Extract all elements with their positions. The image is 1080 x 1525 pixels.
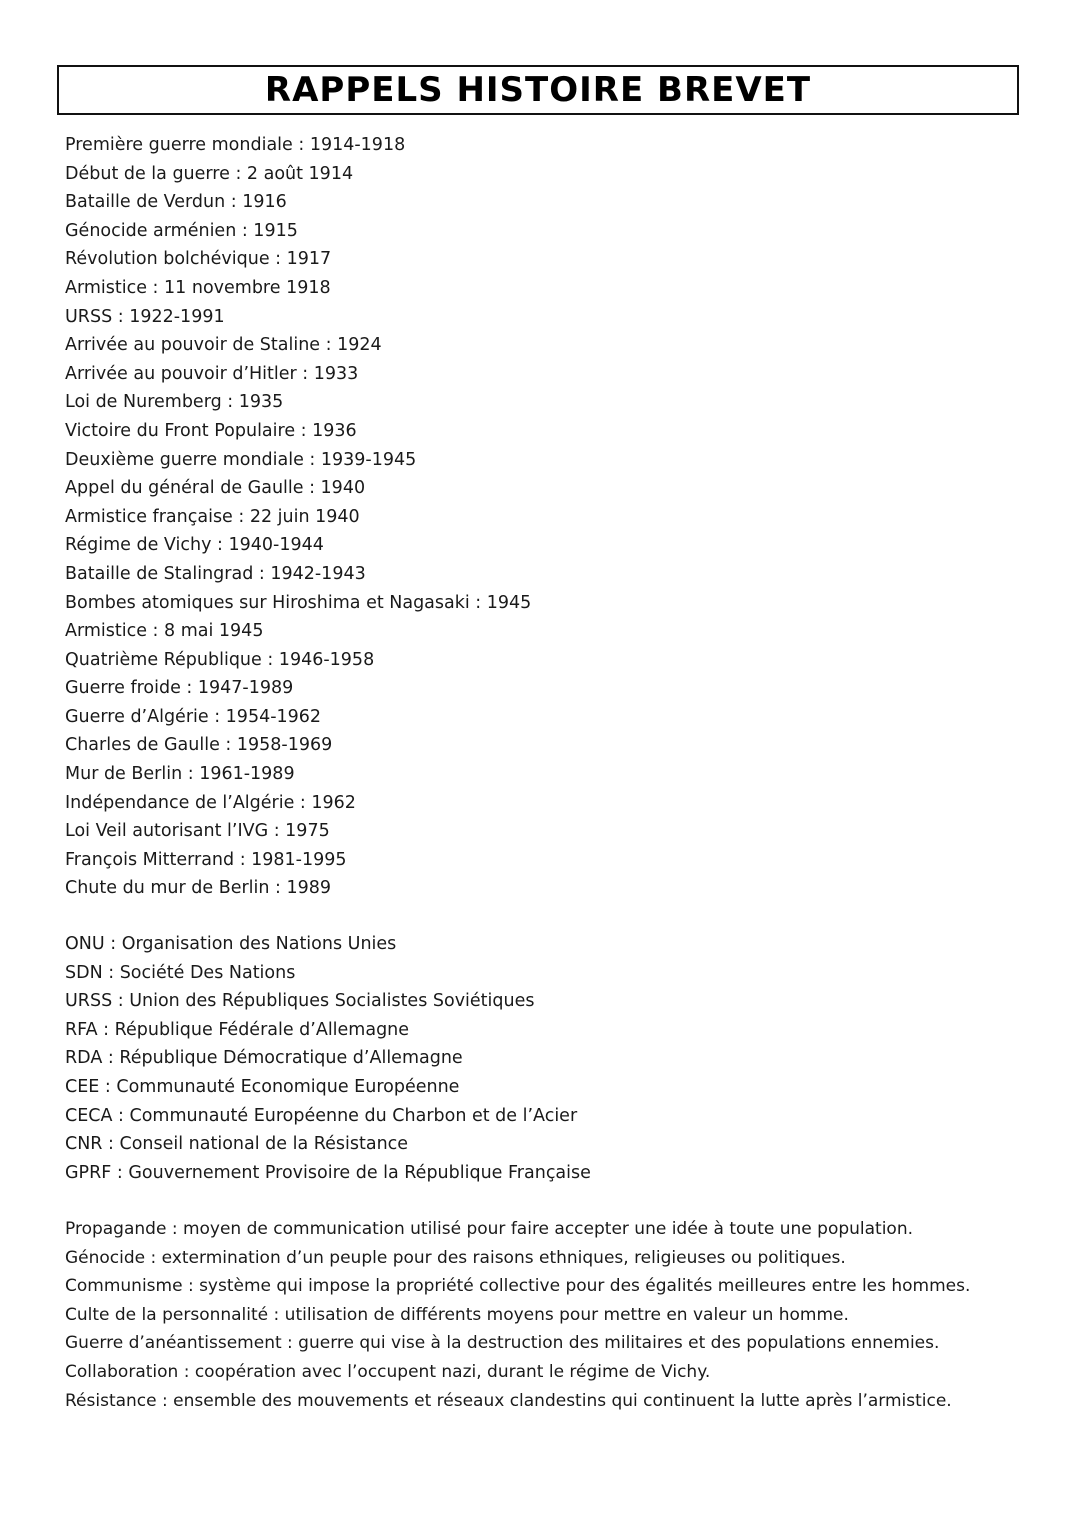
- dates-list: [65, 131, 531, 903]
- date-item: Deuxième guerre mondiale : 1939-1945: [65, 449, 417, 470]
- date-item: Chute du mur de Berlin : 1989: [65, 878, 332, 899]
- acronym-item: ONU : Organisation des Nations Unies: [65, 934, 397, 954]
- date-item: Régime de Vichy : 1940-1944: [65, 535, 324, 556]
- definition-item: Résistance : ensemble des mouvements et réseaux clandestins qui continuent la lutte après l’armistice.: [65, 1390, 952, 1411]
- date-item: Armistice : 11 novembre 1918: [65, 277, 331, 298]
- date-item: Bataille de Verdun : 1916: [65, 192, 287, 213]
- page-title: RAPPELS HISTOIRE BREVET: [264, 70, 812, 110]
- date-item: Arrivée au pouvoir d’Hitler : 1933: [65, 363, 359, 384]
- acronym-item: CECA : Communauté Européenne du Charbon et de l’Acier: [65, 1105, 578, 1126]
- acronym-item: RDA : République Démocratique d’Allemagne: [65, 1048, 463, 1069]
- definition-item: Guerre d’anéantissement : guerre qui vise à la destruction des militaires et des populations ennemies.: [65, 1333, 940, 1354]
- definition-item: Communisme : système qui impose la propriété collective pour des égalités meilleures entre les hommes.: [65, 1276, 971, 1297]
- date-item: Victoire du Front Populaire : 1936: [65, 420, 357, 441]
- date-item: Charles de Gaulle : 1958-1969: [65, 735, 333, 756]
- date-item: Loi de Nuremberg : 1935: [65, 392, 284, 413]
- date-item: Première guerre mondiale : 1914-1918: [65, 135, 406, 155]
- date-item: Armistice : 8 mai 1945: [65, 621, 264, 642]
- acronym-item: RFA : République Fédérale d’Allemagne: [65, 1019, 410, 1040]
- page-title-box: [57, 65, 1019, 115]
- acronym-item: URSS : Union des Républiques Socialistes Soviétiques: [65, 991, 535, 1012]
- acronym-item: CEE : Communauté Economique Européenne: [65, 1076, 460, 1097]
- date-item: Appel du général de Gaulle : 1940: [65, 478, 366, 499]
- date-item: Armistice française : 22 juin 1940: [65, 506, 360, 527]
- date-item: Génocide arménien : 1915: [65, 220, 298, 241]
- date-item: URSS : 1922-1991: [65, 306, 225, 327]
- date-item: Début de la guerre : 2 août 1914: [65, 163, 354, 184]
- date-item: Arrivée au pouvoir de Staline : 1924: [65, 335, 382, 356]
- definitions-list: [65, 1215, 970, 1415]
- acronym-item: CNR : Conseil national de la Résistance: [65, 1134, 409, 1155]
- acronym-item: GPRF : Gouvernement Provisoire de la République Française: [65, 1162, 591, 1183]
- date-item: Guerre froide : 1947-1989: [65, 678, 294, 699]
- date-item: Loi Veil autorisant l’IVG : 1975: [65, 821, 330, 842]
- date-item: Indépendance de l’Algérie : 1962: [65, 792, 356, 813]
- date-item: Guerre d’Algérie : 1954-1962: [65, 706, 322, 727]
- definition-item: Génocide : extermination d’un peuple pour des raisons ethniques, religieuses ou politiques.: [65, 1247, 846, 1268]
- definition-item: Culte de la personnalité : utilisation de différents moyens pour mettre en valeur un homme.: [65, 1304, 849, 1325]
- date-item: Bataille de Stalingrad : 1942-1943: [65, 563, 366, 584]
- definition-item: Collaboration : coopération avec l’occupent nazi, durant le régime de Vichy.: [65, 1361, 711, 1382]
- date-item: Quatrième République : 1946-1958: [65, 649, 375, 670]
- acronym-item: SDN : Société Des Nations: [65, 962, 296, 983]
- acronyms-list: [65, 930, 591, 1187]
- date-item: Bombes atomiques sur Hiroshima et Nagasaki : 1945: [65, 592, 532, 613]
- definition-item: Propagande : moyen de communication utilisé pour faire accepter une idée à toute une population.: [65, 1219, 914, 1239]
- date-item: Révolution bolchévique : 1917: [65, 249, 332, 270]
- date-item: François Mitterrand : 1981-1995: [65, 849, 347, 870]
- date-item: Mur de Berlin : 1961-1989: [65, 764, 295, 785]
